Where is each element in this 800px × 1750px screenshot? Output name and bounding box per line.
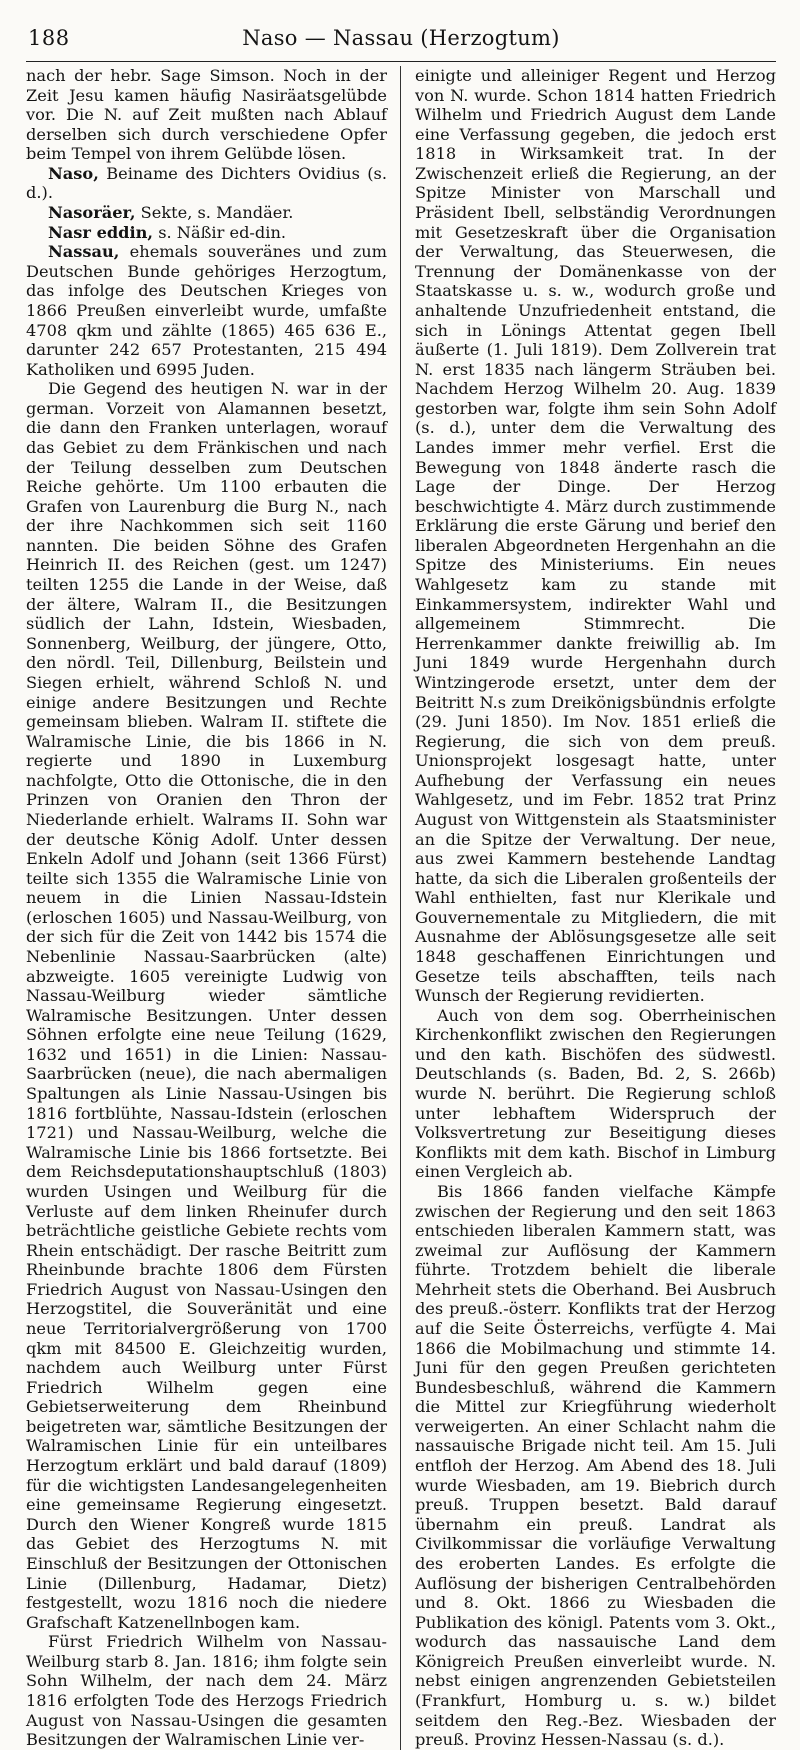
paragraph-continued: nach der hebr. Sage Simson. Noch in der Zeit Jesu kamen häufig Nasiräatsgelübde vor. Die N. auf Zeit mußten nach Ablauf derselben sich durch verschiedene Opfer beim Tempel von ihrem Gelübde lösen. [26, 66, 388, 164]
entry-nasoraer-text: Sekte, s. Mandäer. [135, 203, 294, 223]
text-columns [26, 66, 776, 1750]
lemma-nassau: Nassau, [48, 242, 120, 262]
page-number: 188 [28, 26, 70, 50]
entry-nasoraer [26, 203, 387, 223]
lemma-nasoraer: Nasoräer, [48, 203, 136, 223]
entry-nasr-eddin-text: s. Näßir ed-din. [153, 222, 287, 242]
paragraph-1866: Bis 1866 fanden vielfache Kämpfe zwischen der Regierung und den seit 1863 entschieden liberalen Kammern statt, was zweimal zur Auflösung der Kammern führte. Trotzdem behielt die liberale Mehrheit stets die Oberhand. Bei Ausbruch des preuß.-österr. Konflikts trat der Herzog auf die Seite Österreichs, verfügte 4. Mai 1866 die Mobilmachung und stimmte 14. Juni für den gegen Preußen gerichteten Bundesbeschluß, während die Kammern die Mittel zur Kriegführung wiederholt verweigerten. An einer Schlacht nahm die nassauische Brigade nicht teil. Am 15. Juli entfloh der Herzog. Am Abend des 18. Juli wurde Wiesbaden, am 19. Biebrich durch preuß. Truppen besetzt. Bald darauf übernahm ein preuß. Landrat als Civilkommissar die vorläufige Verwaltung des eroberten Landes. Es erfolgte die Auflösung der bisherigen Centralbehörden und 8. Okt. 1866 zu Wiesbaden die Publikation des königl. Patents vom 3. Okt., wodurch das nassauische Land dem Königreich Preußen einverleibt wurde. N. nebst einigen angrenzenden Gebietsteilen (Frankfurt, Homburg u. s. w.) bildet seitdem den Reg.-Bez. Wiesbaden der preuß. Provinz Hessen-Nassau (s. d.). [414, 1181, 776, 1750]
paragraph-kirchenkonflikt: Auch von dem sog. Oberrheinischen Kirchenkonflikt zwischen den Regierungen und den kath. Bischöfen des südwestl. Deutschlands (s. Baden, Bd. 2, S. 266b) wurde N. berührt. Die Regierung schloß unter lebhaftem Widerspruch der Volksvertretung zur Beseitigung dieses Konflikts mit dem kath. Bischof in Limburg einen Vergleich ab. [414, 1005, 776, 1182]
paragraph-friedrich-wilhelm: Fürst Friedrich Wilhelm von Nassau-Weilburg starb 8. Jan. 1816; ihm folgte sein Sohn Wilhelm, der nach dem 24. März 1816 erfolgten Tode des Herzogs Friedrich August von Nassau-Usingen die gesamten Besitzungen der Walramischen Linie ver- [26, 1632, 388, 1750]
entry-naso-text: Beiname des Dichters Ovidius (s. d.). [26, 163, 388, 203]
entry-nassau [26, 242, 387, 379]
paragraph-continued-right: einigte und alleiniger Regent und Herzog von N. wurde. Schon 1814 hatten Friedrich Wilhelm und Friedrich August dem Lande eine Verfassung gegeben, die jedoch erst 1818 in Wirksamkeit trat. In der Zwischenzeit erließ die Regierung, an der Spitze Minister von Marschall und Präsident Ibell, selbständig Verordnungen mit Gesetzeskraft über die Organisation der Verwaltung, das Steuerwesen, die Trennung der Domänenkasse von der Staatskasse u. s. w., wodurch große und anhaltende Unzufriedenheit entstand, die sich in Lönings Attentat gegen Ibell äußerte (1. Juli 1819). Dem Zollverein trat N. erst 1835 nach längerm Sträuben bei. Nachdem Herzog Wilhelm 20. Aug. 1839 gestorben war, folgte ihm sein Sohn Adolf (s. d.), unter dem die Verwaltung des Landes immer mehr verfiel. Erst die Bewegung von 1848 änderte rasch die Lage der Dinge. Der Herzog beschwichtigte 4. März durch zustimmende Erklärung die erste Gärung und berief den liberalen Abgeordneten Hergenhahn an die Spitze des Ministeriums. Ein neues Wahlgesetz kam zu stande mit Einkammersystem, indirekter Wahl und allgemeinem Stimmrecht. Die Herrenkammer dankte freiwillig ab. Im Juni 1849 wurde Hergenhahn durch Wintzingerode ersetzt, unter dem der Beitritt N.s zum Dreikönigsbündnis erfolgte (29. Juni 1850). Im Nov. 1851 erließ die Regierung, die sich von dem preuß. Unionsprojekt losgesagt hatte, unter Aufhebung der Verfassung ein neues Wahlgesetz, und im Febr. 1852 trat Prinz August von Wittgenstein als Staatsminister an die Spitze der Verwaltung. Der neue, aus zwei Kammern bestehende Landtag hatte, da sich die Liberalen großenteils der Wahl enthielten, fast nur Klerikale und Gouvernementale zu Mitgliedern, die mit Ausnahme der Ablösungsgesetze alle seit 1848 geschaffenen Einrichtungen und Gesetze teils abschafften, teils nach Wunsch der Regierung revidierten. [414, 66, 776, 1006]
entry-nassau-text: ehemals souveränes und zum Deutschen Bunde gehöriges Herzogtum, das infolge des Deutschen Krieges von 1866 Preußen einverleibt wurde, umfaßte 4708 qkm und zählte (1865) 465 636 E., darunter 242 657 Protestanten, 215 494 Katholiken und 6995 Juden. [26, 242, 388, 379]
lemma-nasr-eddin: Nasr eddin, [48, 222, 154, 242]
lemma-naso: Naso, [48, 163, 99, 183]
running-head: Naso — Nassau (Herzogtum) [242, 26, 560, 50]
page-header [26, 22, 776, 62]
entry-nasr-eddin [26, 223, 387, 243]
paragraph-history: Die Gegend des heutigen N. war in der german. Vorzeit von Alamannen besetzt, die dann den Franken unterlagen, worauf das Gebiet zu dem Fränkischen und nach der Teilung desselben zum Deutschen Reiche gehörte. Um 1100 erbauten die Grafen von Laurenburg die Burg N., nach der ihre Nachkommen sich seit 1160 nannten. Die beiden Söhne des Grafen Heinrich II. des Reichen (gest. um 1247) teilten 1255 die Lande in der Weise, daß der ältere, Walram II., die Besitzungen südlich der Lahn, Idstein, Wiesbaden, Sonnenberg, Weilburg, der jüngere, Otto, den nördl. Teil, Dillenburg, Beilstein und Siegen erhielt, während Schloß N. und einige andere Besitzungen und Rechte gemeinsam blieben. Walram II. stiftete die Walramische Linie, die bis 1866 in N. regierte und 1890 in Luxemburg nachfolgte, Otto die Ottonische, die in den Prinzen von Oranien den Thron der Niederlande erhielt. Walrams II. Sohn war der deutsche König Adolf. Unter dessen Enkeln Adolf und Johann (seit 1366 Fürst) teilte sich 1355 die Walramische Linie von neuem in die Linien Nassau-Idstein (erloschen 1605) und Nassau-Weilburg, von der sich für die Zeit von 1442 bis 1574 die Nebenlinie Nassau-Saarbrücken (alte) abzweigte. 1605 vereinigte Ludwig von Nassau-Weilburg wieder sämtliche Walramische Besitzungen. Unter dessen Söhnen erfolgte eine neue Teilung (1629, 1632 und 1651) in die Linien: Nassau-Saarbrücken (neue), die nach abermaligen Spaltungen als Linie Nassau-Usingen bis 1816 fortblühte, Nassau-Idstein (erloschen 1721) und Nassau-Weilburg, welche die Walramische Linie bis 1866 fortsetzte. Bei dem Reichsdeputationshauptschluß (1803) wurden Usingen und Weilburg für die Verluste auf dem linken Rheinufer durch beträchtliche geistliche Gebiete rechts vom Rhein entschädigt. Der rasche Beitritt zum Rheinbunde brachte 1806 dem Fürsten Friedrich August von Nassau-Usingen den Herzogstitel, die Souveränität und eine neue Territorialvergrößerung von 1700 qkm mit 84500 E. Gleichzeitig wurden, nachdem auch Weilburg unter Fürst Friedrich Wilhelm gegen eine Gebietserweiterung dem Rheinbund beigetreten war, sämtliche Besitzungen der Walramischen Linie für ein unteilbares Herzogtum erklärt und bald darauf (1809) für die wichtigsten Landesangelegenheiten eine gemeinsame Regierung eingesetzt. Durch den Wiener Kongreß wurde 1815 das Gebiet des Herzogtums N. mit Einschluß der Besitzungen der Ottonischen Linie (Dillenburg, Hadamar, Dietz) festgestellt, wozu 1816 noch die niedere Grafschaft Katzenellnbogen kam. [26, 379, 388, 1632]
right-column [401, 66, 776, 1750]
left-column [26, 66, 400, 1750]
entry-naso [26, 164, 387, 203]
